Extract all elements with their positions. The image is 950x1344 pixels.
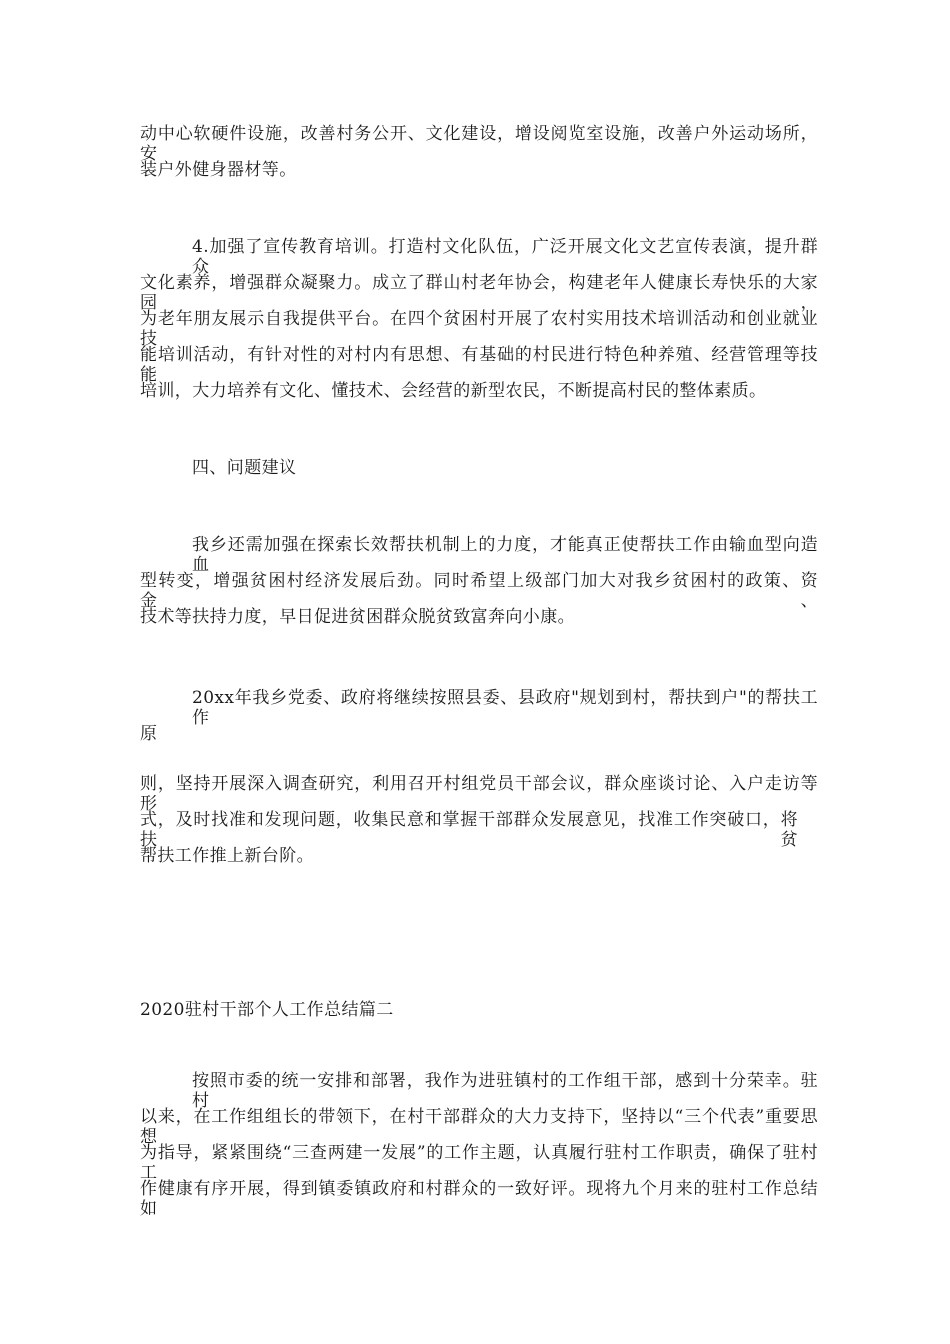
paragraph-3-line-3: 技术等扶持力度，早日促进贫困群众脱贫致富奔向小康。 (140, 607, 575, 627)
paragraph-2-line-4: 能培训活动，有针对性的对村内有思想、有基础的村民进行特色种养殖、经营管理等技能 (140, 345, 818, 385)
paragraph-5-line-1: 则，坚持开展深入调查研究，利用召开村组党员干部会议，群众座谈讨论、入户走访等形 (140, 774, 818, 814)
paragraph-6-line-4: 作健康有序开展，得到镇委镇政府和村群众的一致好评。现将九个月来的驻村工作总结如 (140, 1179, 818, 1219)
paragraph-5-line-2: 式，及时找准和发现问题，收集民意和掌握干部群众发展意见，找准工作突破口，将扶贫 (140, 810, 798, 850)
paragraph-2-line-3: 为老年朋友展示自我提供平台。在四个贫困村开展了农村实用技术培训活动和创业就业技 (140, 309, 818, 349)
section-heading: 四、问题建议 (192, 458, 297, 478)
paragraph-6-line-1: 按照市委的统一安排和部署，我作为进驻镇村的工作组干部，感到十分荣幸。驻村 (192, 1071, 818, 1111)
paragraph-1-line-2: 装户外健身器材等。 (140, 160, 297, 180)
paragraph-4-line-2: 原 (140, 724, 158, 744)
paragraph-1-line-1: 动中心软硬件设施，改善村务公开、文化建设，增设阅览室设施，改善户外运动场所，安 (140, 124, 818, 164)
paragraph-6-line-3: 为指导，紧紧围绕“三查两建一发展”的工作主题，认真履行驻村工作职责，确保了驻村工 (140, 1143, 818, 1183)
paragraph-2-line-1: 4.加强了宣传教育培训。打造村文化队伍，广泛开展文化文艺宣传表演，提升群众 (192, 237, 818, 277)
paragraph-2-line-2: 文化素养，增强群众凝聚力。成立了群山村老年协会，构建老年人健康长寿快乐的大家园， (140, 273, 818, 313)
paragraph-5-line-3: 帮扶工作推上新台阶。 (140, 846, 314, 866)
paragraph-3-line-1: 我乡还需加强在探索长效帮扶机制上的力度，才能真正使帮扶工作由输血型向造血 (192, 535, 818, 575)
paragraph-3-line-2: 型转变，增强贫困村经济发展后劲。同时希望上级部门加大对我乡贫困村的政策、资金、 (140, 571, 818, 611)
article-title: 2020驻村干部个人工作总结篇二 (140, 1000, 394, 1020)
paragraph-6-line-2: 以来，在工作组组长的带领下，在村干部群众的大力支持下，坚持以“三个代表”重要思想 (140, 1107, 818, 1147)
paragraph-4-line-1: 20xx年我乡党委、政府将继续按照县委、县政府"规划到村，帮扶到户"的帮扶工作 (192, 688, 818, 728)
paragraph-2-line-5: 培训，大力培养有文化、懂技术、会经营的新型农民，不断提高村民的整体素质。 (140, 381, 767, 401)
